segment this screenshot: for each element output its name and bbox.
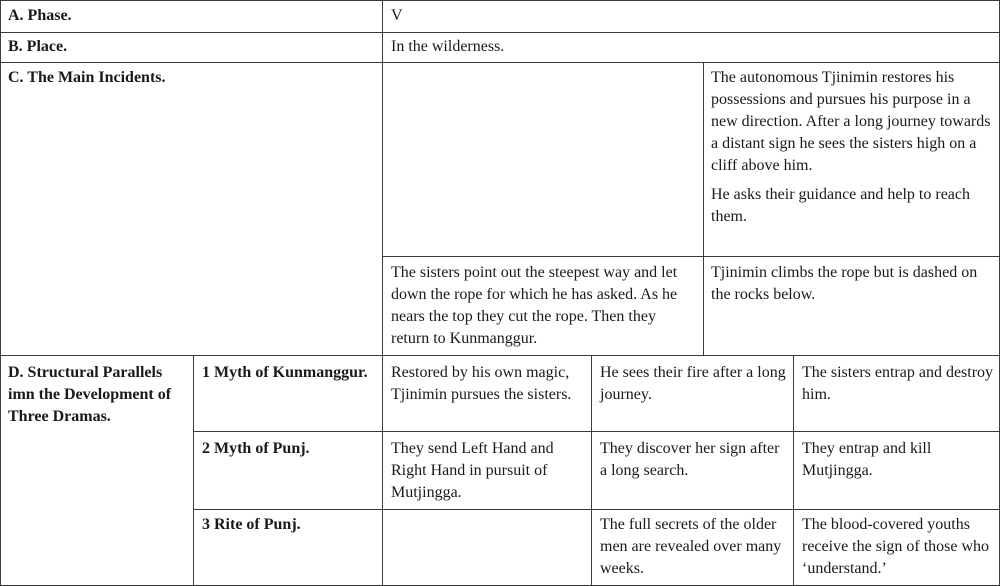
parallel-row-title: 1 Myth of Kunmanggur. bbox=[202, 364, 368, 381]
row-divider bbox=[0, 62, 1000, 63]
column-divider bbox=[703, 62, 704, 356]
phase-value: V bbox=[391, 7, 403, 24]
parallel-cell: The blood-covered youths receive the sign of those who ‘understand.’ bbox=[802, 516, 990, 577]
table-border-top bbox=[0, 0, 1000, 1]
parallel-cell: Restored by his own magic, Tjinimin pursues the sisters. bbox=[391, 364, 572, 403]
column-divider bbox=[382, 355, 383, 586]
incident-paragraph: The autonomous Tjinimin restores his possessions and pursues his purpose in a new direction. After a long journey towards a distant sign he sees the sisters high on a cliff above him. bbox=[711, 69, 991, 174]
column-divider bbox=[193, 355, 194, 586]
parallel-cell: They discover her sign after a long search. bbox=[600, 440, 780, 479]
row-divider bbox=[193, 509, 1000, 510]
place-label: B. Place. bbox=[8, 38, 68, 55]
parallel-cell: The sisters entrap and destroy him. bbox=[802, 364, 994, 403]
parallel-cell: They send Left Hand and Right Hand in pursuit of Mutjingga. bbox=[391, 440, 554, 501]
column-divider bbox=[591, 355, 592, 586]
incident-lower-right: Tjinimin climbs the rope but is dashed on the rocks below. bbox=[711, 264, 978, 303]
row-divider bbox=[193, 431, 1000, 432]
parallel-cell: He sees their fire after a long journey. bbox=[600, 364, 786, 403]
main-incidents-label: C. The Main Incidents. bbox=[8, 69, 166, 86]
place-value: In the wilderness. bbox=[391, 38, 505, 55]
column-divider bbox=[793, 355, 794, 586]
incident-paragraph: He asks their guidance and help to reach them. bbox=[711, 186, 971, 225]
row-divider bbox=[0, 355, 1000, 356]
incident-lower-middle: The sisters point out the steepest way and let down the rope for which he has asked. As he nears the top they cut the rope. Then they return to Kunmanggur. bbox=[391, 264, 678, 347]
parallels-label: D. Structural Parallels imn the Development of Three Dramas. bbox=[8, 364, 172, 425]
row-divider bbox=[382, 256, 1000, 257]
row-divider bbox=[0, 32, 1000, 33]
phase-label: A. Phase. bbox=[8, 7, 72, 24]
parallel-cell: They entrap and kill Mutjingga. bbox=[802, 440, 932, 479]
table-border-left bbox=[0, 0, 1, 586]
parallel-row-title: 3 Rite of Punj. bbox=[202, 516, 301, 533]
parallel-row-title: 2 Myth of Punj. bbox=[202, 440, 310, 457]
incident-upper-right bbox=[711, 67, 993, 228]
parallel-cell: The full secrets of the older men are revealed over many weeks. bbox=[600, 516, 782, 577]
column-divider bbox=[382, 0, 383, 356]
